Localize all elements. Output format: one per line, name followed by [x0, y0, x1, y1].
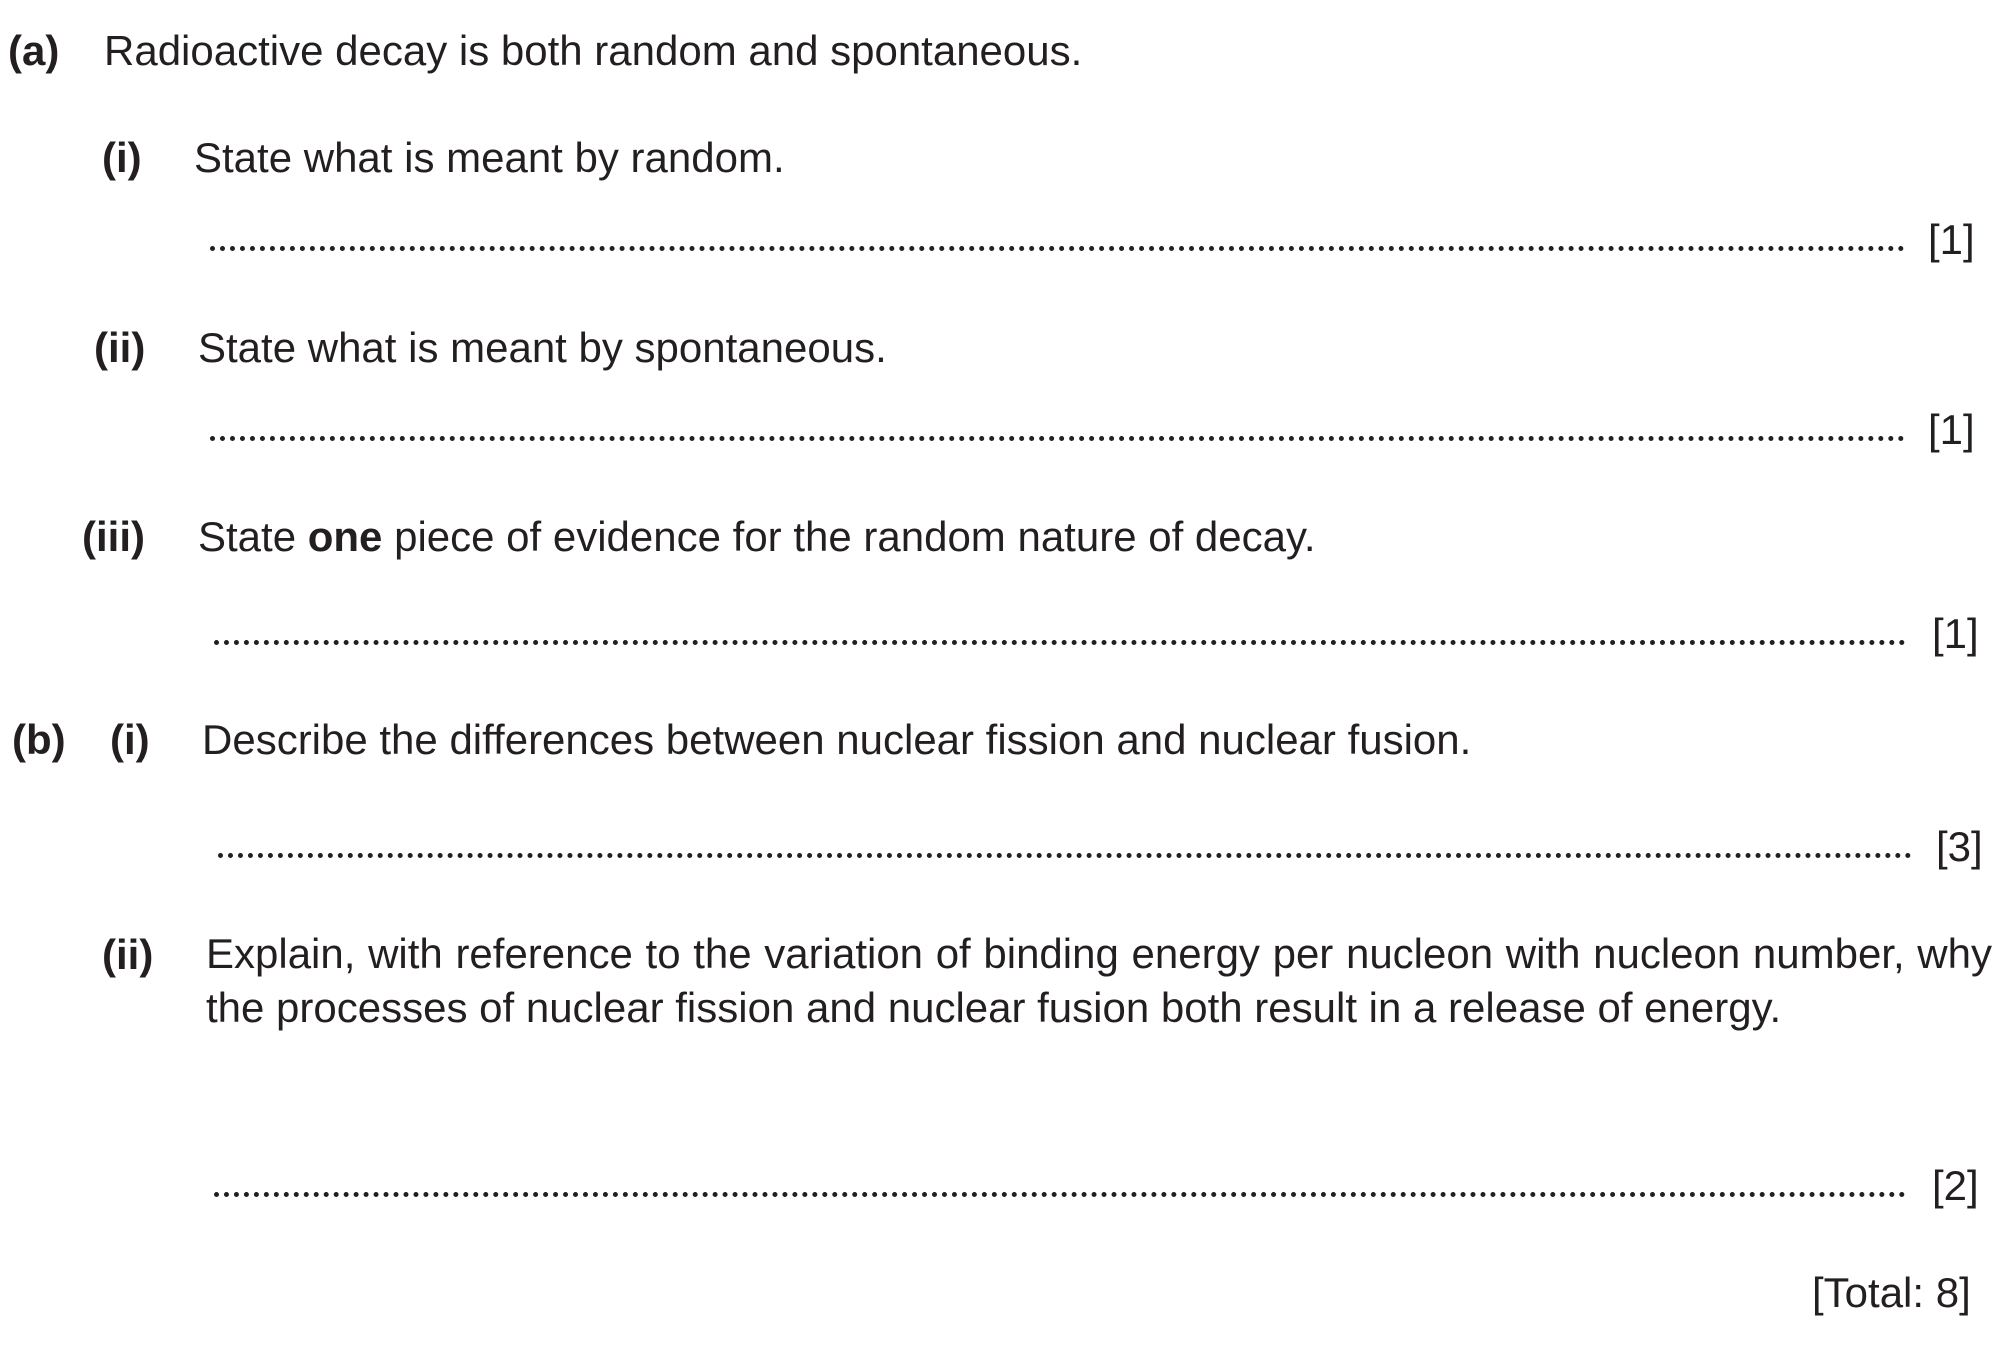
marks-b-ii: [2] [1932, 1162, 1979, 1209]
question-a-iii-text-after: piece of evidence for the random nature of decay. [382, 513, 1316, 560]
question-b-ii-text: Explain, with reference to the variation of binding energy per nucleon with nucleon number, why the processes of nuclear fission and nuclear fusion both result in a release of energy. [206, 930, 1992, 1031]
question-a-i-text: State what is meant by random. [194, 134, 785, 181]
question-a-iii-text-before: State [198, 513, 308, 560]
marks-a-iii: [1] [1932, 610, 1979, 657]
answer-line-a-iii[interactable] [214, 640, 1906, 645]
question-a-ii-text: State what is meant by spontaneous. [198, 324, 887, 371]
marks-a-i: [1] [1928, 216, 1975, 263]
question-a-iii-label: (iii) [82, 513, 145, 560]
marks-b-i: [3] [1936, 823, 1983, 870]
question-b-i-text: Describe the differences between nuclear fission and nuclear fusion. [202, 716, 1472, 763]
question-a-iii-emphasis: one [307, 513, 383, 560]
question-b-i-label: (i) [110, 716, 150, 763]
question-a-iii-text [198, 513, 1316, 560]
question-a-i-label: (i) [102, 134, 142, 181]
part-a-label: (a) [8, 27, 60, 74]
answer-line-b-i[interactable] [218, 853, 1912, 858]
answer-line-b-ii[interactable] [214, 1192, 1906, 1197]
question-b-ii-label: (ii) [102, 931, 154, 978]
answer-line-a-ii[interactable] [210, 436, 1905, 441]
part-a-stem: Radioactive decay is both random and spontaneous. [104, 27, 1083, 74]
part-b-label: (b) [12, 716, 66, 763]
marks-a-ii: [1] [1928, 406, 1975, 453]
question-a-ii-label: (ii) [94, 324, 146, 371]
answer-line-a-i[interactable] [210, 246, 1905, 251]
total-marks: [Total: 8] [1812, 1269, 1971, 1316]
